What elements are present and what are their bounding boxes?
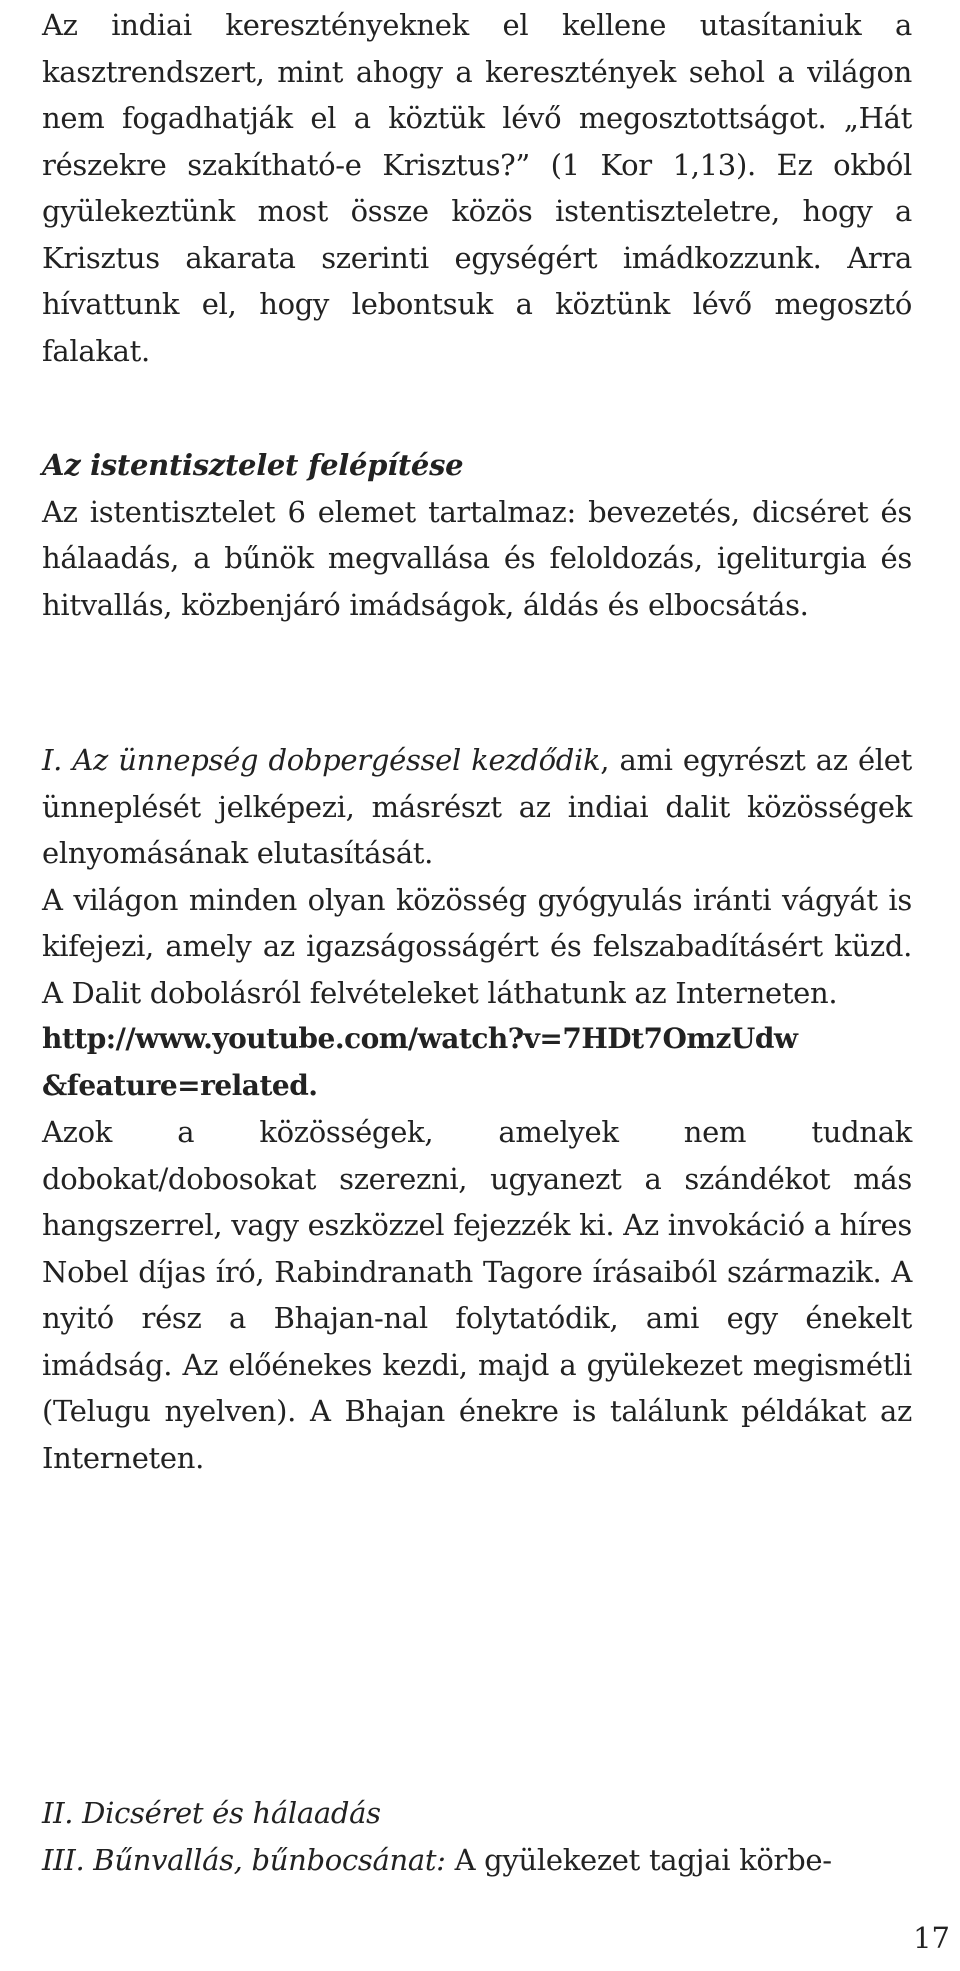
paragraph-drumming: A világon minden olyan közösség gyógyulás iránti vágyát is kifejezi, amely az igazságosságért és felszabadításért küzd. A Dalit dobolásról felvételeket láthatunk az Interneten.: [42, 882, 912, 1010]
url-line-1: http://www.youtube.com/watch?v=7HDt7OmzUdw: [42, 1022, 798, 1055]
section-heading: Az istentisztelet felépítése: [42, 448, 464, 482]
item-3-label: III. Bűnvallás, bűnbocsánat:: [42, 1842, 446, 1877]
paragraph-opening: [42, 737, 912, 877]
paragraph-structure: Az istentisztelet 6 elemet tartalmaz: bevezetés, dicséret és hálaadás, a bűnök megvallása és feloldozás, igeliturgia és hitvallás, közbenjáró imádságok, áldás és elbocsátás.: [42, 494, 912, 622]
intro-section: [42, 2, 912, 374]
opening-section: [42, 737, 912, 1481]
page-number: 17: [913, 1921, 950, 1955]
paragraph-intro: Az indiai keresztényeknek el kellene utasítaniuk a kasztrendszert, mint ahogy a keresztények sehol a világon nem fogadhatják el a köztük lévő megosztottságot. „Hát részekre szakítható-e Krisztus?” (1 Kor 1,13). Ez okból gyülekeztünk most össze közös istentiszteletre, hogy a Krisztus akarata szerinti egységért imádkozzunk. Arra hívattunk el, hogy lebontsuk a köztünk lévő megosztó falakat.: [42, 8, 912, 368]
item-2-label: II. Dicséret és hálaadás: [42, 1796, 381, 1830]
item-1-label: I. Az ünnepség dobpergéssel kezdődik: [42, 743, 601, 777]
item-3-text: A gyülekezet tagjai körbe-: [445, 1842, 832, 1877]
item-2: [42, 1790, 912, 1837]
url-line-2: &feature=related.: [42, 1068, 318, 1102]
paragraph-bhajan: Azok a közösségek, amelyek nem tudnak dobokat/dobosokat szerezni, ugyanezt a szándékot más hangszerrel, vagy eszközzel fejezzék ki. Az invokáció a híres Nobel díjas író, Rabindranath Tagore írásaiból származik. A nyitó rész a Bhajan-nal folytatódik, ami egy énekelt imádság. Az előénekes kezdi, majd a gyülekezet megismétli (Telugu nyelven). A Bhajan énekre is találunk példákat az Interneten.: [42, 1115, 912, 1475]
item-3: [42, 1837, 912, 1884]
item-1-text: , ami egyrészt az élet ünneplését jelképezi, másrészt az indiai dalit közösségek elnyomásának elutasítását.: [42, 743, 912, 870]
structure-section: [42, 442, 912, 628]
later-items-section: [42, 1790, 912, 1883]
youtube-link[interactable]: [42, 1016, 912, 1109]
